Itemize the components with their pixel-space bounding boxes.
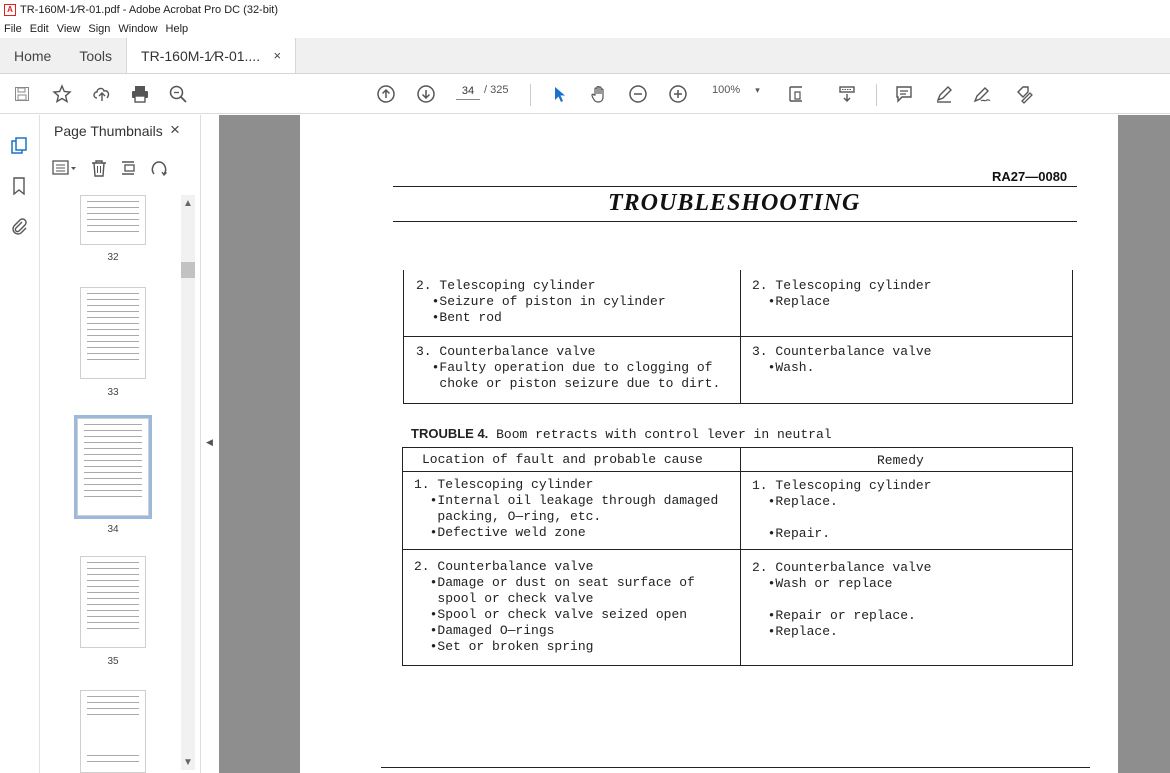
- thumbnail-label: 33: [107, 387, 119, 398]
- panel-toolbar: [52, 159, 168, 182]
- scroll-down-icon[interactable]: ▼: [183, 757, 193, 768]
- select-cursor-icon[interactable]: [548, 82, 572, 106]
- table2-row2-cause: 2. Counterbalance valve •Damage or dust on seat surface of spool or check valve •Spool or check valve seized open •Damaged O—rings •Set or broken spring: [414, 559, 695, 654]
- thumbnail-label: 32: [107, 252, 119, 263]
- page-thumbnail-33[interactable]: [80, 287, 146, 379]
- table-row-divider: [403, 403, 1073, 404]
- toolbar-divider: [876, 84, 877, 106]
- menu-file[interactable]: File: [4, 23, 22, 35]
- attachments-icon[interactable]: [8, 215, 30, 237]
- previous-page-icon[interactable]: [374, 82, 398, 106]
- hand-tool-icon[interactable]: [587, 82, 611, 106]
- menu-view[interactable]: View: [56, 23, 81, 35]
- toolbar-divider: [530, 84, 531, 106]
- header-rule: [393, 186, 1077, 187]
- tab-tools[interactable]: Tools: [79, 47, 113, 64]
- table1-row1-remedy: 2. Telescoping cylinder •Replace: [752, 278, 932, 309]
- table-row-divider: [403, 336, 1073, 337]
- tab-document[interactable]: [126, 38, 296, 73]
- scroll-mode-icon[interactable]: [835, 82, 859, 106]
- menu-window[interactable]: Window: [118, 23, 158, 35]
- trouble-heading: [411, 426, 832, 443]
- next-page-icon[interactable]: [414, 82, 438, 106]
- table-header-remedy: Remedy: [877, 453, 924, 468]
- highlight-pen-icon[interactable]: [932, 82, 956, 106]
- close-panel-icon[interactable]: ×: [170, 120, 180, 139]
- table2-row2-remedy: 2. Counterbalance valve •Wash or replace •Repair or replace. •Replace.: [752, 560, 932, 639]
- table-header-cause: Location of fault and probable cause: [422, 452, 703, 467]
- menu-bar: [0, 20, 1170, 38]
- edit-tools-icon[interactable]: [1012, 82, 1036, 106]
- trouble-description: Boom retracts with control lever in neutral: [496, 427, 832, 442]
- menu-sign[interactable]: Sign: [88, 23, 111, 35]
- acrobat-icon: A: [4, 4, 16, 16]
- tab-bar: [0, 38, 1170, 74]
- thumbnails-scrollbar[interactable]: [181, 195, 195, 770]
- table1-row2-remedy: 3. Counterbalance valve •Wash.: [752, 344, 932, 375]
- tab-document-label: TR-160M-1∕R-01....: [141, 47, 261, 64]
- table1-row2-cause: 3. Counterbalance valve •Faulty operation due to clogging of choke or piston seizure due to dirt.: [416, 344, 721, 391]
- comment-icon[interactable]: [892, 82, 916, 106]
- bookmarks-icon[interactable]: [8, 175, 30, 197]
- close-tab-icon[interactable]: ×: [273, 48, 282, 63]
- footer-rule: [381, 767, 1090, 768]
- print-icon[interactable]: [128, 82, 152, 106]
- left-rail: [0, 115, 40, 773]
- table-border: [740, 447, 741, 666]
- zoom-search-icon[interactable]: [166, 82, 190, 106]
- window-title: TR-160M-1∕R-01.pdf - Adobe Acrobat Pro DC (32-bit): [20, 4, 279, 16]
- page-thumbnail-32[interactable]: [80, 195, 146, 245]
- page-total: / 325: [484, 84, 509, 96]
- bookmark-star-icon[interactable]: [50, 82, 74, 106]
- rotate-page-icon[interactable]: [150, 159, 168, 182]
- table-border: [403, 270, 404, 404]
- sign-icon[interactable]: [970, 82, 994, 106]
- upload-cloud-icon[interactable]: [90, 82, 114, 106]
- zoom-in-icon[interactable]: [666, 82, 690, 106]
- table1-row1-cause: 2. Telescoping cylinder •Seizure of piston in cylinder •Bent rod: [416, 278, 666, 325]
- collapse-panel-icon[interactable]: ◀: [206, 437, 213, 447]
- thumbnail-label: 34: [107, 524, 119, 535]
- save-icon[interactable]: [10, 82, 34, 106]
- table2-row1-remedy: 1. Telescoping cylinder •Replace. •Repair.: [752, 478, 932, 541]
- pages-panel-icon[interactable]: [8, 135, 30, 157]
- header-rule: [393, 221, 1077, 222]
- fit-page-icon[interactable]: [785, 82, 809, 106]
- document-title: TROUBLESHOOTING: [608, 190, 861, 216]
- page-thumbnail-35[interactable]: [80, 556, 146, 648]
- zoom-level: 100%: [712, 84, 741, 96]
- delete-page-icon[interactable]: [90, 159, 108, 182]
- title-bar: [0, 0, 1170, 20]
- menu-edit[interactable]: Edit: [29, 23, 49, 35]
- document-code: RA27—0080: [992, 169, 1068, 184]
- scroll-up-icon[interactable]: ▲: [183, 198, 193, 209]
- table-border: [740, 270, 741, 404]
- page-thumbnail-36[interactable]: [80, 690, 146, 773]
- zoom-out-icon[interactable]: [626, 82, 650, 106]
- tab-home[interactable]: Home: [14, 47, 52, 64]
- page-thumbnail-34[interactable]: [77, 418, 149, 516]
- table-border: [1072, 270, 1073, 404]
- options-menu-icon[interactable]: [52, 159, 78, 182]
- table2-row1-cause: 1. Telescoping cylinder •Internal oil leakage through damaged packing, O—ring, etc. •Defective weld zone: [414, 477, 719, 540]
- insert-page-icon[interactable]: [120, 159, 138, 182]
- scrollbar-thumb[interactable]: [181, 262, 195, 278]
- table-header-divider: [403, 471, 1072, 472]
- trouble-number: TROUBLE 4.: [411, 426, 489, 441]
- zoom-dropdown[interactable]: [712, 84, 760, 96]
- table-row-divider: [403, 549, 1072, 550]
- chevron-down-icon: ▾: [755, 85, 760, 95]
- main-toolbar: [0, 74, 1170, 114]
- page-number-input[interactable]: 34: [456, 82, 480, 100]
- thumbnail-label: 35: [107, 656, 119, 667]
- panel-title: Page Thumbnails: [54, 123, 163, 139]
- menu-help[interactable]: Help: [165, 23, 189, 35]
